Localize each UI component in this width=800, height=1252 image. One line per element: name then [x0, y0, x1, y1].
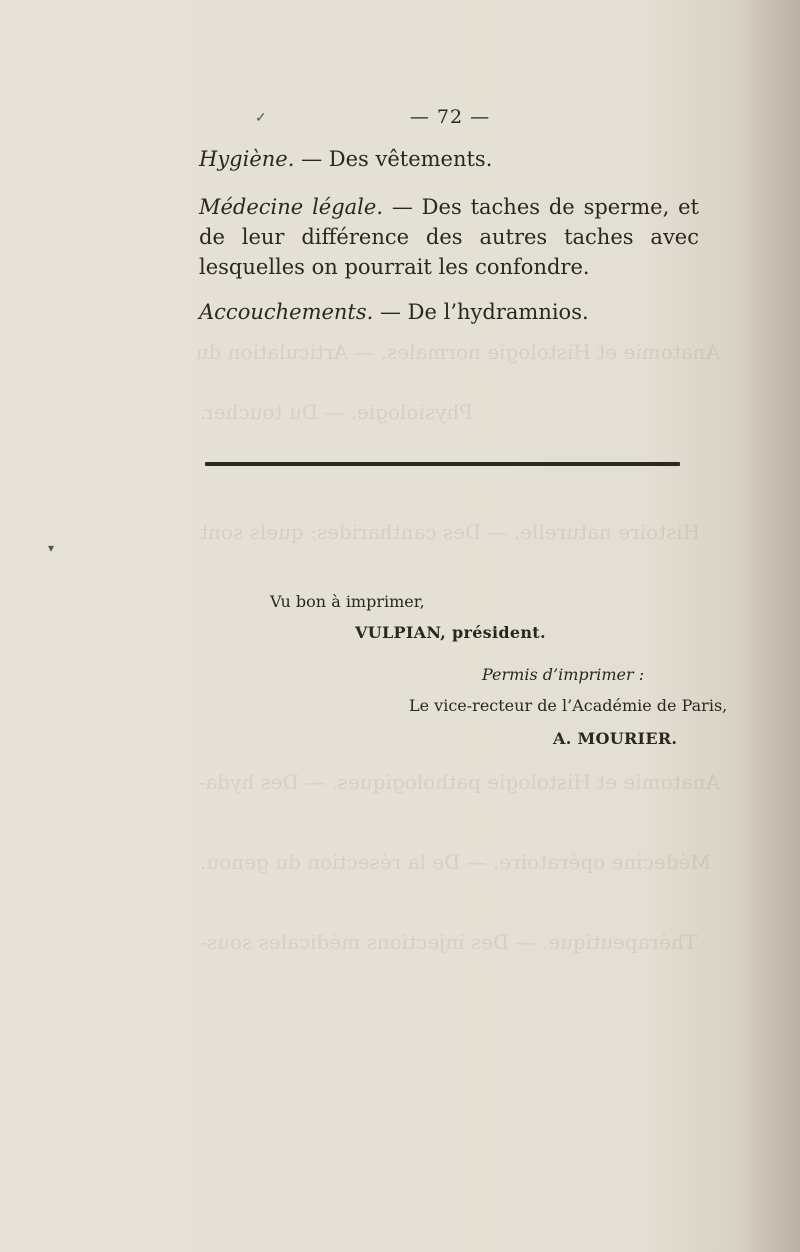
topic-label: Accouchements.: [199, 300, 374, 324]
approval-signature: A. MOURIER.: [553, 729, 678, 748]
show-through-text: Anatomie et Histologie pathologiques. — Des hyda-: [198, 770, 720, 794]
show-through-text: Physiologie. — Du toucher.: [200, 400, 473, 424]
margin-mark-icon: ▾: [48, 541, 55, 555]
topic-label: Médecine légale.: [199, 195, 383, 219]
horizontal-rule: [205, 462, 680, 466]
paragraph-text: — Des taches de sperme, et de leur différence des autres taches avec lesquelles on pourrait les confondre.: [199, 195, 699, 279]
paragraph-medecine-legale: [199, 192, 699, 282]
pencil-mark-icon: ✓: [255, 110, 267, 126]
page-number: — 72 —: [409, 106, 491, 128]
topic-label: Hygiène.: [199, 147, 295, 171]
paragraph-text: — De l’hydramnios.: [373, 300, 589, 324]
approval-recteur: Le vice-recteur de l’Académie de Paris,: [409, 696, 728, 715]
approval-permis: Permis d’imprimer :: [482, 665, 645, 684]
paragraph-text: — Des vêtements.: [294, 147, 493, 171]
show-through-text: Thérapeutique. — Des injections médicales sous-: [200, 930, 698, 954]
show-through-text: Histoire naturelle. — Des cantharides; quels sont: [200, 520, 701, 544]
show-through-text: Anatomie et Histologie normales. — Articulation du: [195, 340, 720, 364]
show-through-text: Médecine opératoire. — De la résection du genou.: [200, 850, 711, 874]
approval-vu-bon: Vu bon à imprimer,: [270, 592, 425, 611]
approval-president: VULPIAN, président.: [355, 623, 546, 642]
paragraph-hygiene: [199, 144, 699, 174]
paragraph-accouchements: [199, 297, 699, 327]
